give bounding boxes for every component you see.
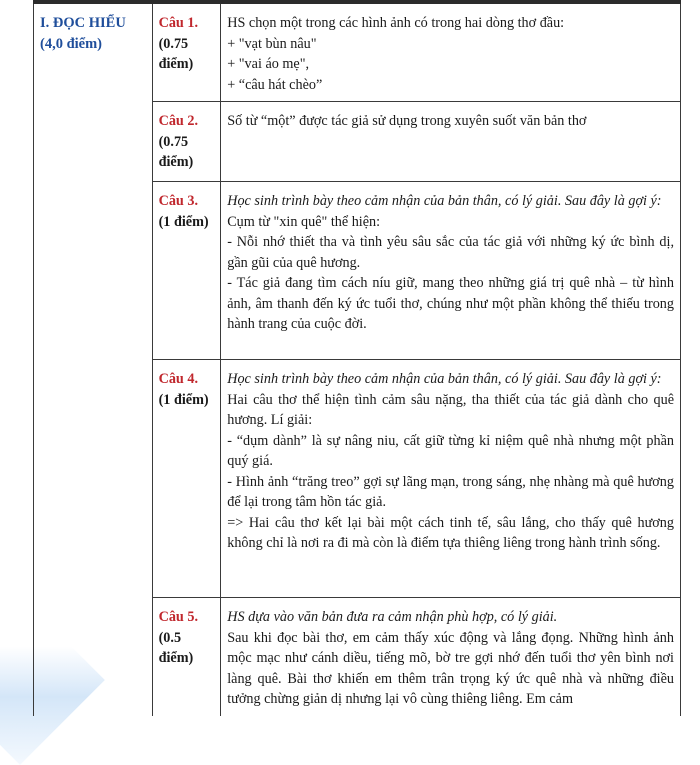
answer-cell bbox=[221, 102, 681, 182]
answer-line: => Hai câu thơ kết lại bài một cách tinh tế, sâu lắng, cho thấy quê hương không chỉ là nơi ra đi mà còn là điểm tựa thiêng liêng trong hành trình sống. bbox=[227, 514, 674, 551]
question-score: (1 điểm) bbox=[158, 213, 209, 230]
question-score: (0.75 điểm) bbox=[158, 35, 194, 72]
question-label-cell bbox=[152, 598, 221, 716]
section-cell bbox=[34, 4, 153, 716]
section-title: I. ĐỌC HIỂU bbox=[40, 15, 126, 31]
answer-line: - Nỗi nhớ thiết tha và tình yêu sâu sắc của tác giả với những ký ức bình dị, gần gũi của quê hương. bbox=[227, 234, 674, 271]
question-label: Câu 3. bbox=[158, 193, 198, 209]
answer-line: Học sinh trình bày theo cảm nhận của bản thân, có lý giải. Sau đây là gợi ý: bbox=[227, 193, 662, 209]
answer-cell bbox=[221, 360, 681, 598]
answer-line: Học sinh trình bày theo cảm nhận của bản thân, có lý giải. Sau đây là gợi ý: bbox=[227, 371, 662, 387]
question-label-cell bbox=[152, 182, 221, 360]
answer-line: - “dụm dành” là sự nâng niu, cất giữ từng kỉ niệm quê nhà nhưng một phần quý giá. bbox=[227, 432, 674, 469]
answer-line: Cụm từ "xin quê" thể hiện: bbox=[227, 213, 381, 230]
question-row bbox=[34, 4, 681, 102]
question-score: (1 điểm) bbox=[158, 391, 209, 408]
question-label: Câu 4. bbox=[158, 371, 198, 387]
answer-cell bbox=[221, 182, 681, 360]
answer-line: - Tác giả đang tìm cách níu giữ, mang theo những giá trị quê nhà – từ hình ảnh, âm thanh đến ký ức tuổi thơ, chúng như một phần không thể thiếu trong hành trang của cuộc đời. bbox=[227, 275, 674, 332]
answer-key-table bbox=[33, 3, 681, 716]
answer-cell bbox=[221, 4, 681, 102]
answer-line: HS chọn một trong các hình ảnh có trong hai dòng thơ đầu: bbox=[227, 15, 565, 31]
question-label-cell bbox=[152, 360, 221, 598]
answer-line: HS dựa vào văn bản đưa ra cảm nhận phù hợp, có lý giải. bbox=[227, 609, 558, 625]
question-score: (0.75 điểm) bbox=[158, 133, 194, 170]
answer-line: Hai câu thơ thể hiện tình cảm sâu nặng, tha thiết của tác giả dành cho quê hương. Lí giải: bbox=[227, 391, 674, 428]
answer-cell bbox=[221, 598, 681, 716]
answer-line: - Hình ảnh “trăng treo” gợi sự lãng mạn, trong sáng, nhẹ nhàng mà quê hương để lại trong tâm hồn tác giả. bbox=[227, 473, 674, 510]
answer-line: Số từ “một” được tác giả sử dụng trong xuyên suốt văn bản thơ bbox=[227, 113, 587, 129]
question-label: Câu 2. bbox=[158, 113, 198, 129]
answer-line: + “câu hát chèo” bbox=[227, 76, 323, 93]
answer-line: + "vai áo mẹ", bbox=[227, 56, 310, 72]
table-top-border bbox=[33, 0, 681, 4]
question-label-cell bbox=[152, 102, 221, 182]
question-score: (0.5 điểm) bbox=[158, 629, 194, 666]
section-score: (4,0 điểm) bbox=[40, 35, 103, 52]
question-label-cell bbox=[152, 4, 221, 102]
question-label: Câu 1. bbox=[158, 15, 198, 31]
answer-line: Sau khi đọc bài thơ, em cảm thấy xúc động và lắng đọng. Những hình ảnh mộc mạc như cánh diều, tiếng mõ, bờ tre gợi nhớ đến tuổi thơ yên bình nơi làng quê. Bài thơ khiến em thêm trân trọng ký ức quê nhà và những điều tưởng chừng giản dị nhưng lại vô cùng thiêng liêng. Em cảm bbox=[227, 629, 674, 707]
question-label: Câu 5. bbox=[158, 609, 198, 625]
answer-line: + "vạt bùn nâu" bbox=[227, 35, 317, 52]
